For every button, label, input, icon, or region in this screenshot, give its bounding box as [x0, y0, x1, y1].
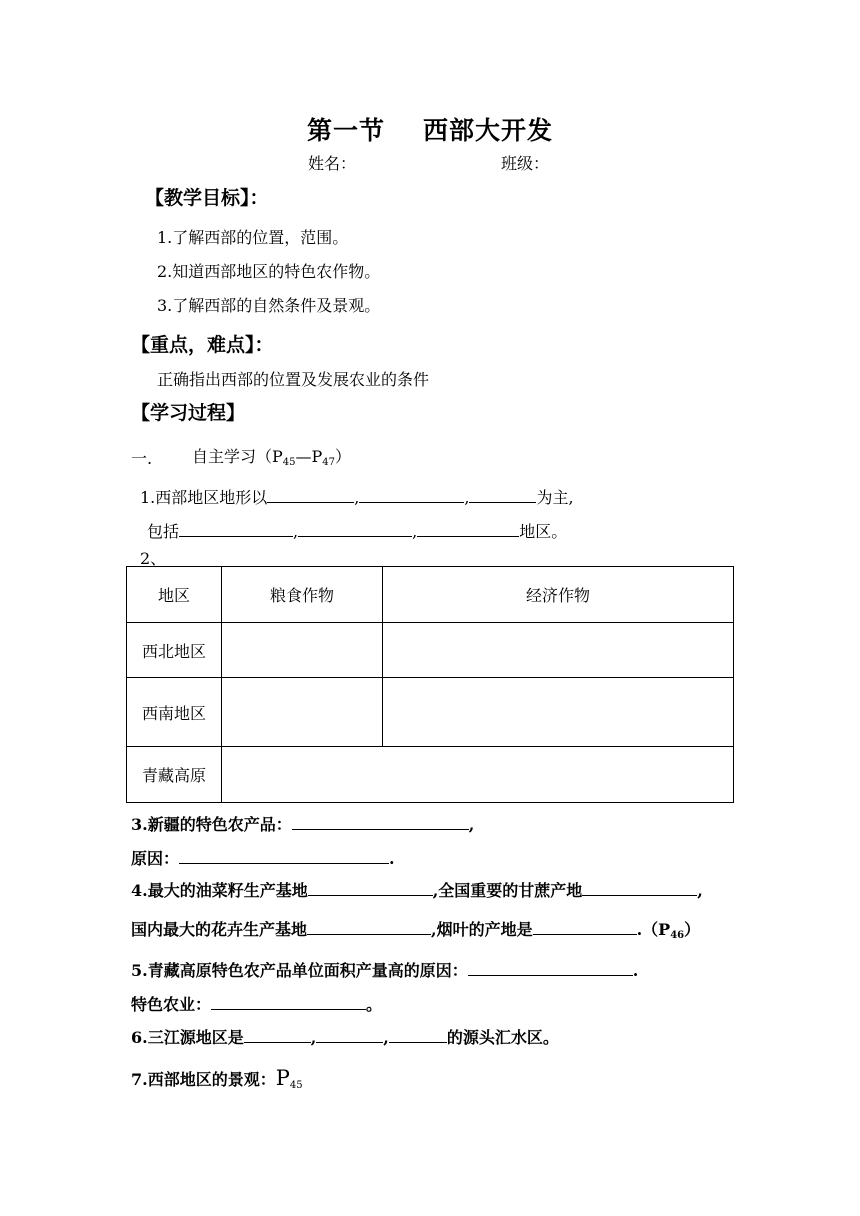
name-label: 姓名： [308, 154, 357, 173]
question-3-line-1: 3.新疆的特色农产品： , [131, 815, 475, 834]
table-answer-cell[interactable] [222, 623, 383, 678]
answer-blank[interactable] [417, 522, 519, 537]
process-heading: 【学习过程】 [131, 402, 246, 424]
objectives-heading: 【教学目标】： [145, 187, 269, 209]
table-row [127, 678, 734, 747]
answer-blank[interactable] [389, 1028, 447, 1043]
table-row [127, 747, 734, 803]
objective-item: 2.知道西部地区的特色农作物。 [157, 262, 381, 281]
question-7: 7.西部地区的景观：$P_{45}$ [131, 1066, 303, 1091]
question-4-line-2: 国内最大的花卉生产基地 ,烟叶的产地是 $.(P_{46})$ [131, 920, 701, 941]
answer-blank[interactable] [244, 1028, 311, 1043]
title-topic: 西部大开发 [423, 116, 554, 145]
question-5-line-2: 特色农业： 。 [131, 995, 383, 1014]
answer-blank[interactable] [582, 881, 697, 896]
table-answer-cell[interactable] [383, 623, 734, 678]
table-row [127, 623, 734, 678]
answer-blank[interactable] [179, 522, 293, 537]
page-title [0, 111, 860, 147]
table-answer-cell[interactable] [383, 678, 734, 747]
section-title: 自主学习$(P_{45}—P_{47})$ [192, 447, 352, 468]
objective-item: 3.了解西部的自然条件及景观。 [157, 296, 381, 315]
question-6: 6.三江源地区是 , , 的源头汇水区。 [131, 1028, 559, 1047]
answer-blank[interactable] [211, 995, 366, 1010]
table-header-cell: 经济作物 [383, 567, 734, 623]
answer-blank[interactable] [533, 920, 637, 935]
answer-blank[interactable] [469, 488, 536, 503]
answer-blank[interactable] [298, 522, 412, 537]
question-3-line-2: 原因： . [131, 849, 395, 868]
table-header-cell: 粮食作物 [222, 567, 383, 623]
answer-blank[interactable] [179, 849, 389, 864]
table-row-label: 青藏高原 [127, 747, 222, 803]
crops-table [126, 566, 734, 803]
table-row-label: 西南地区 [127, 678, 222, 747]
class-label: 班级： [501, 154, 550, 173]
answer-blank[interactable] [307, 920, 431, 935]
title-section-number: 第一节 [306, 116, 385, 145]
answer-blank[interactable] [468, 961, 633, 976]
question-1-line-2: 包括 , , 地区。 [147, 522, 568, 541]
keypoints-heading: 【重点，难点】： [131, 334, 274, 356]
question-5-line-1: 5.青藏高原特色农产品单位面积产量高的原因： . [131, 961, 639, 980]
answer-blank[interactable] [292, 815, 469, 830]
question-2-label: 2、 [140, 549, 167, 568]
question-1-line-1: 1.西部地区地形以 , , 为主, [140, 488, 574, 507]
answer-blank[interactable] [316, 1028, 383, 1043]
answer-blank[interactable] [267, 488, 354, 503]
question-4-line-1: 4.最大的油菜籽生产基地 ,全国重要的甘蔗产地 , [131, 881, 703, 900]
table-header-cell: 地区 [127, 567, 222, 623]
answer-blank[interactable] [359, 488, 464, 503]
table-row-label: 西北地区 [127, 623, 222, 678]
answer-blank[interactable] [308, 881, 433, 896]
table-answer-cell[interactable] [222, 747, 734, 803]
section-number: 一. [131, 449, 153, 468]
keypoints-text: 正确指出西部的位置及发展农业的条件 [157, 370, 430, 389]
table-answer-cell[interactable] [222, 678, 383, 747]
objective-item: 1.了解西部的位置，范围。 [157, 228, 349, 247]
table-header-row [127, 567, 734, 623]
